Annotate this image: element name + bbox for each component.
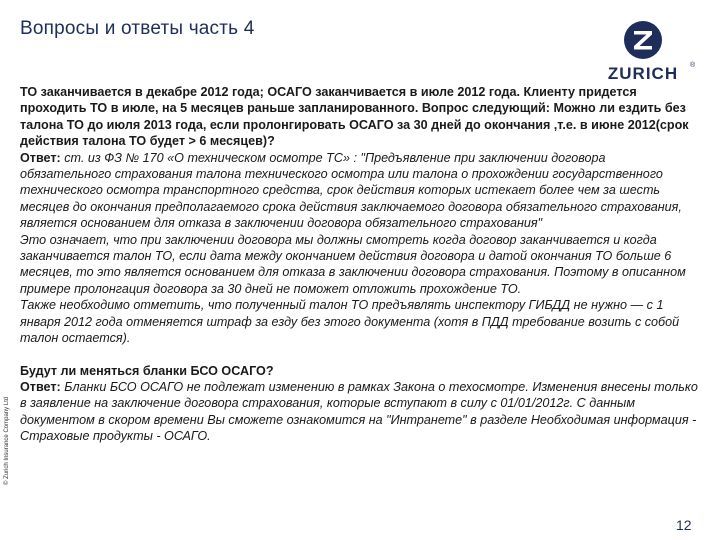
question-2: Будут ли меняться бланки БСО ОСАГО? <box>20 363 274 378</box>
zurich-wordmark: ZURICH <box>607 64 679 83</box>
answer-1-note: Также необходимо отметить, что полученный талон ТО предъявлять инспектору ГИБДД не нужно — с 1 января 2012 года отменяется штраф за езду без этого документа (хотя в ПДД требование возить с собой талон остается). <box>20 298 680 346</box>
answer-1 <box>20 150 700 232</box>
section-spacer <box>20 347 700 363</box>
answer-1-intro: ст. из ФЗ № 170 «О техническом осмотре ТС» : <box>60 150 361 165</box>
answer-1-label: Ответ: <box>20 150 61 165</box>
answer-2-text: Бланки БСО ОСАГО не подлежат изменению в рамках Закона о техосмотре. Изменения внесены только в заявление на заключение договора страхования, которые вступают в силу с 01/01/2012г. С данным документом в скором времени Вы сможете ознакомится на "Интранете" в разделе Необходимая информация - Страховые продукты - ОСАГО. <box>20 379 698 444</box>
answer-1-quote: "Предъявление при заключении договора обязательного страхования талона технического осмотра или талона о прохождении государственного технического осмотра транспортного средства, срок действия которых истекает более чем за шесть месяцев до окончания предполагаемого срока действия заключаемого договора обязательного страхования, является основанием для отказа в заключении договора обязательного страхования" <box>20 150 682 231</box>
answer-1-explanation: Это означает, что при заключении договора мы должны смотреть когда договор заканчивается и когда заканчивается талон ТО, если дата между окончанием действия договора и датой окончания ТО больше 6 месяцев, то это является основанием для отказа в заключении договора страхования. Поэтому в описанном примере пролонгация договора за 30 дней не поможет отложить прохождение ТО. <box>20 232 686 296</box>
answer-2-label: Ответ: <box>20 379 61 394</box>
page-number: 12 <box>676 517 692 533</box>
trademark-mark: ® <box>690 62 696 69</box>
copyright-notice: © Zurich Insurance Company Ltd <box>4 396 10 485</box>
slide-content <box>20 84 700 445</box>
answer-2 <box>20 379 700 445</box>
zurich-z-emblem-icon <box>623 20 663 60</box>
slide-title: Вопросы и ответы часть 4 <box>20 18 255 39</box>
zurich-logo <box>598 20 698 90</box>
question-1: ТО заканчивается в декабре 2012 года; ОСАГО заканчивается в июле 2012 года. Клиенту придется проходить ТО в июле, на 5 месяцев раньше запланированного. Вопрос следующий: Можно ли ездить без талона ТО до июля 2013 года, если пролонгировать ОСАГО за 30 дней до окончания ,т.е. в июне 2012(срок действия талона ТО будет > 6 месяцев)? <box>20 85 689 149</box>
